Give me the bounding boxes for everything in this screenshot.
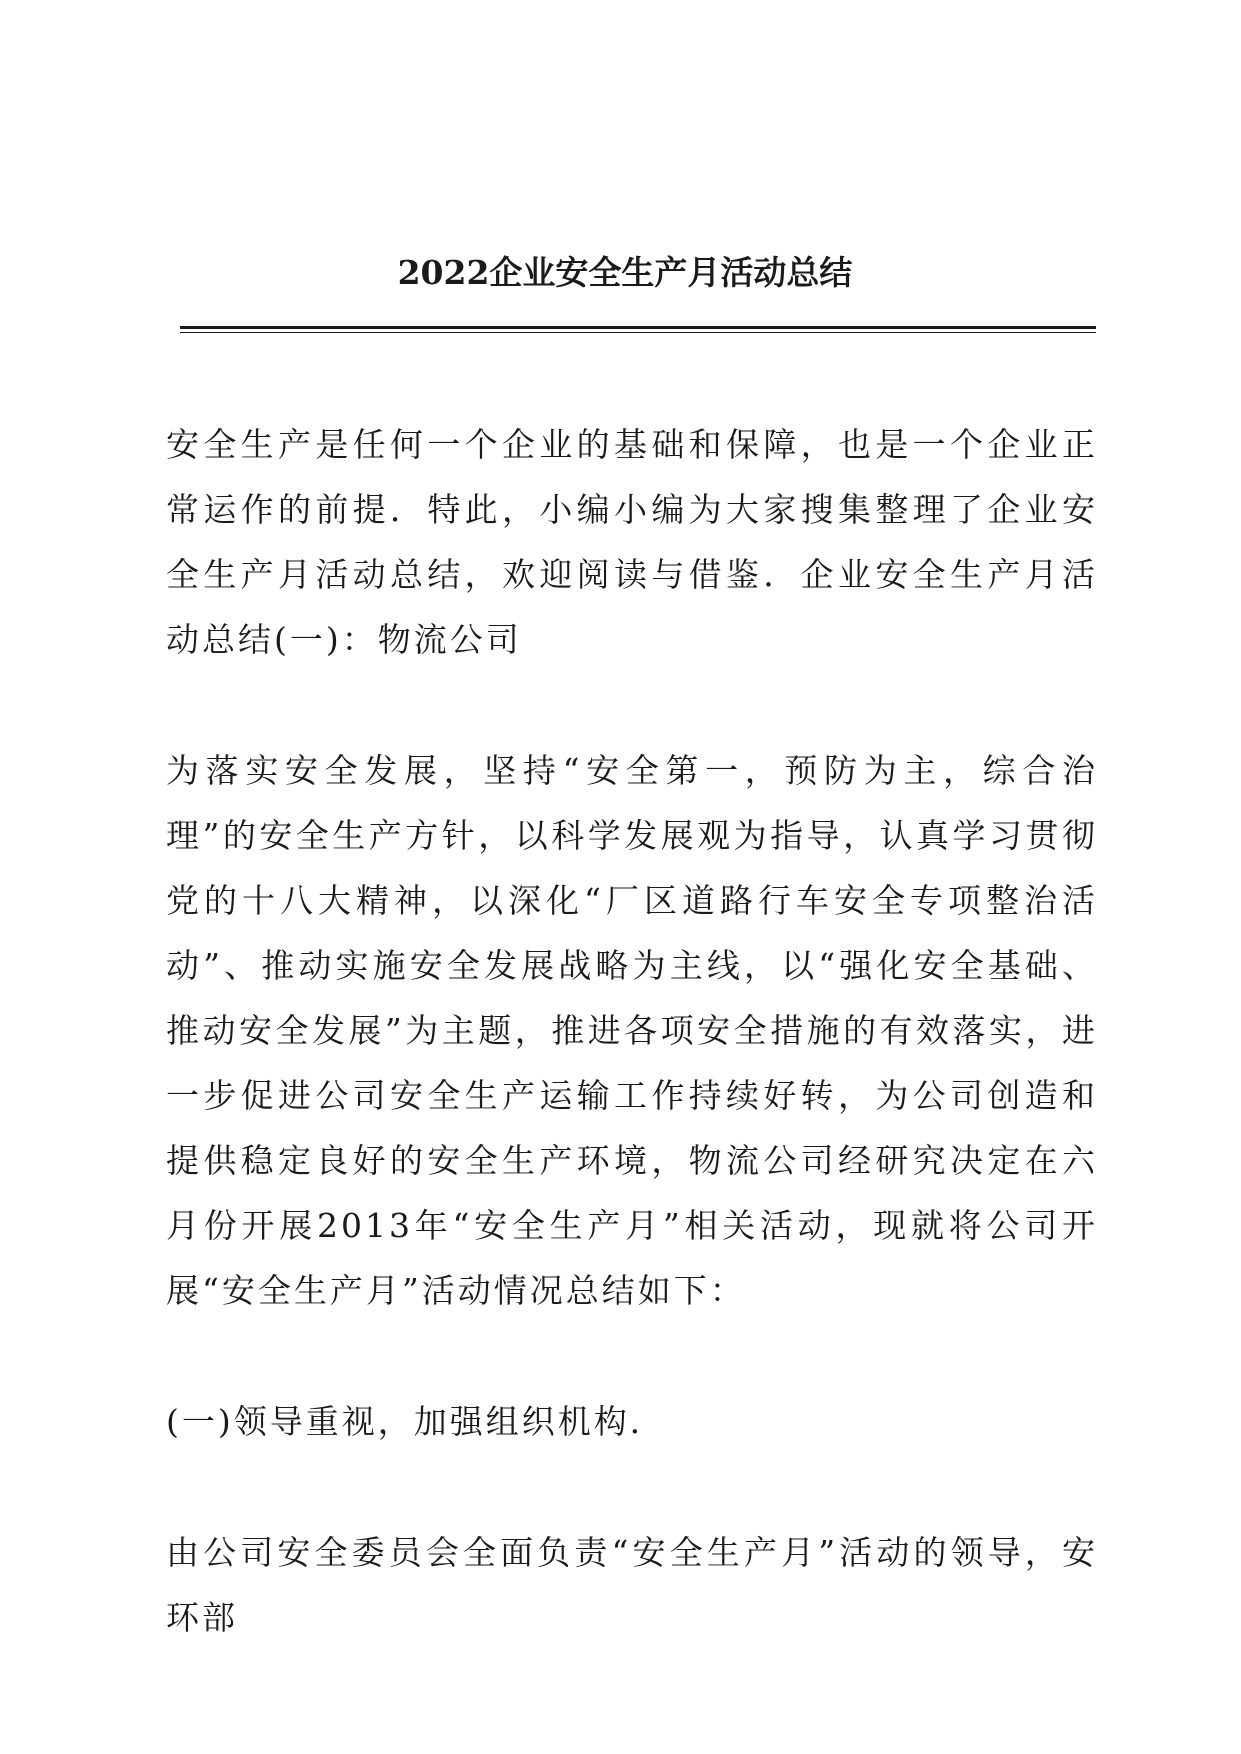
paragraph-intro: 安全生产是任何一个企业的基础和保障，也是一个企业正常运作的前提．特此，小编小编为大家搜集整理了企业安全生产月活动总结，欢迎阅读与借鉴．企业安全生产月活动总结(一)：物流公司: [166, 425, 1098, 659]
section-heading-1: (一)领导重视，加强组织机构．: [166, 1402, 666, 1441]
title-divider: [180, 326, 1096, 333]
paragraph-policy: 为落实安全发展，坚持“安全第一，预防为主，综合治理”的安全生产方针，以科学发展观为指导，认真学习贯彻党的十八大精神，以深化“厂区道路行车安全专项整治活动”、推动实施安全发展战略为主线，以“强化安全基础、推动安全发展”为主题，推进各项安全措施的有效落实，进一步促进公司安全生产运输工作持续好转，为公司创造和提供稳定良好的安全生产环境，物流公司经研究决定在六月份开展2013年“安全生产月”相关活动，现就将公司开展“安全生产月”活动情况总结如下：: [166, 751, 1098, 1310]
paragraph-committee: 由公司安全委员会全面负责“安全生产月”活动的领导，安环部: [166, 1533, 1098, 1637]
document-body: [166, 412, 1098, 1650]
document-title: 2022企业安全生产月活动总结: [397, 253, 853, 292]
